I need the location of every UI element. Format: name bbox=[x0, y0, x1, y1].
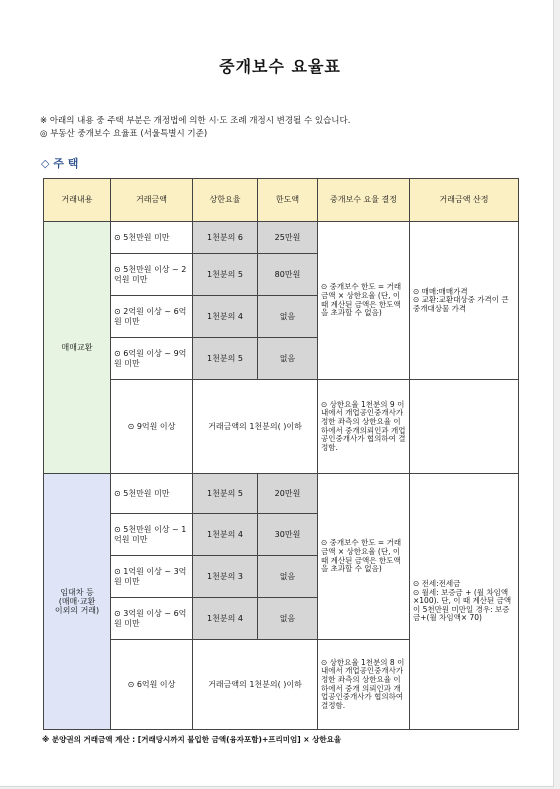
rate-merged-cell: 거래금액의 1천분의( )이하 bbox=[193, 640, 318, 730]
page-title: 중개보수 요율표 bbox=[219, 57, 341, 76]
amount-cell: ⊙ 5천만원 미만 bbox=[111, 222, 193, 254]
header-row bbox=[44, 179, 519, 222]
amount-cell: ⊙ 9억원 이상 bbox=[111, 380, 193, 474]
rate-cell: 1천분의 6 bbox=[193, 222, 258, 254]
amount-cell: ⊙ 5천만원 미만 bbox=[111, 474, 193, 514]
empty-cell bbox=[410, 380, 519, 474]
section-heading: ◇ 주 택 bbox=[41, 157, 79, 170]
amount-cell: ⊙ 6억원 이상 ~ 9억원 미만 bbox=[111, 338, 193, 380]
header-limit: 한도액 bbox=[258, 179, 318, 222]
rate-cell: 1천분의 4 bbox=[193, 296, 258, 338]
decision-cell: ⊙ 상한요율 1천분의 8 이내에서 개업공인중개사가 정한 좌측의 상한요율 이하에서 중개 의뢰인과 개업공인중개사가 협의하여 결정함. bbox=[318, 640, 410, 730]
category-lease: 임대차 등 (매매·교환 이외의 거래) bbox=[44, 474, 111, 730]
decision-cell: ⊙ 중개보수 한도 = 거래 금액 × 상한요율 (단, 이 때 계산된 금액은 한도액을 초과할 수 없음) bbox=[318, 474, 410, 640]
limit-cell: 25만원 bbox=[258, 222, 318, 254]
footer-note: ※ 분양권의 거래금액 계산 : [거래당시까지 불입한 금액(융자포함)+프리미엄] × 상한요율 bbox=[42, 735, 342, 744]
table-row bbox=[44, 474, 519, 514]
limit-cell: 20만원 bbox=[258, 474, 318, 514]
rate-cell: 1천분의 5 bbox=[193, 338, 258, 380]
note-standard: ◎ 부동산 중개보수 요율표 (서울특별시 기준) bbox=[40, 129, 208, 139]
header-calculation: 거래금액 산정 bbox=[410, 179, 519, 222]
note-revision: ※ 아래의 내용 중 주택 부분은 개정법에 의한 시·도 조례 개정시 변경될 수 있습니다. bbox=[40, 116, 351, 126]
rate-cell: 1천분의 4 bbox=[193, 514, 258, 556]
amount-cell: ⊙ 1억원 이상 ~ 3억원 미만 bbox=[111, 556, 193, 598]
header-transaction: 거래내용 bbox=[44, 179, 111, 222]
amount-cell: ⊙ 6억원 이상 bbox=[111, 640, 193, 730]
limit-cell: 30만원 bbox=[258, 514, 318, 556]
amount-cell: ⊙ 2억원 이상 ~ 6억원 미만 bbox=[111, 296, 193, 338]
limit-cell: 없음 bbox=[258, 598, 318, 640]
rate-cell: 1천분의 4 bbox=[193, 598, 258, 640]
table-row bbox=[44, 222, 519, 254]
decision-cell: ⊙ 중개보수 한도 = 거래 금액 × 상한요율 (단, 이 때 계산된 금액은 한도액을 초과할 수 없음) bbox=[318, 222, 410, 380]
rate-merged-cell: 거래금액의 1천분의( )이하 bbox=[193, 380, 318, 474]
category-sale: 매매교환 bbox=[44, 222, 111, 474]
calculation-cell: ⊙ 전세:전세금 ⊙ 월세: 보증금 + (월 차임액×100). 단, 이 때 계산된 금액이 5천만원 미만일 경우: 보증금+(월 차임액× 70) bbox=[410, 474, 519, 730]
rate-cell: 1천분의 5 bbox=[193, 474, 258, 514]
fee-rate-table bbox=[43, 178, 519, 730]
amount-cell: ⊙ 5천만원 이상 ~ 2억원 미만 bbox=[111, 254, 193, 296]
rate-cell: 1천분의 5 bbox=[193, 254, 258, 296]
calculation-cell: ⊙ 매매:매매가격 ⊙ 교환:교환대상중 가격이 큰 중개대상물 가격 bbox=[410, 222, 519, 380]
header-amount: 거래금액 bbox=[111, 179, 193, 222]
amount-cell: ⊙ 3억원 이상 ~ 6억원 미만 bbox=[111, 598, 193, 640]
header-rate: 상한요율 bbox=[193, 179, 258, 222]
header-decision: 중개보수 요율 결정 bbox=[318, 179, 410, 222]
limit-cell: 없음 bbox=[258, 338, 318, 380]
limit-cell: 80만원 bbox=[258, 254, 318, 296]
decision-cell: ⊙ 상한요율 1천분의 9 이내에서 개업공인중개사가 정한 좌측의 상한요율 이하에서 중개의뢰인과 개업공인중개사가 협의하여 결정함. bbox=[318, 380, 410, 474]
amount-cell: ⊙ 5천만원 이상 ~ 1억원 미만 bbox=[111, 514, 193, 556]
rate-cell: 1천분의 3 bbox=[193, 556, 258, 598]
table-row bbox=[44, 380, 519, 474]
limit-cell: 없음 bbox=[258, 556, 318, 598]
limit-cell: 없음 bbox=[258, 296, 318, 338]
